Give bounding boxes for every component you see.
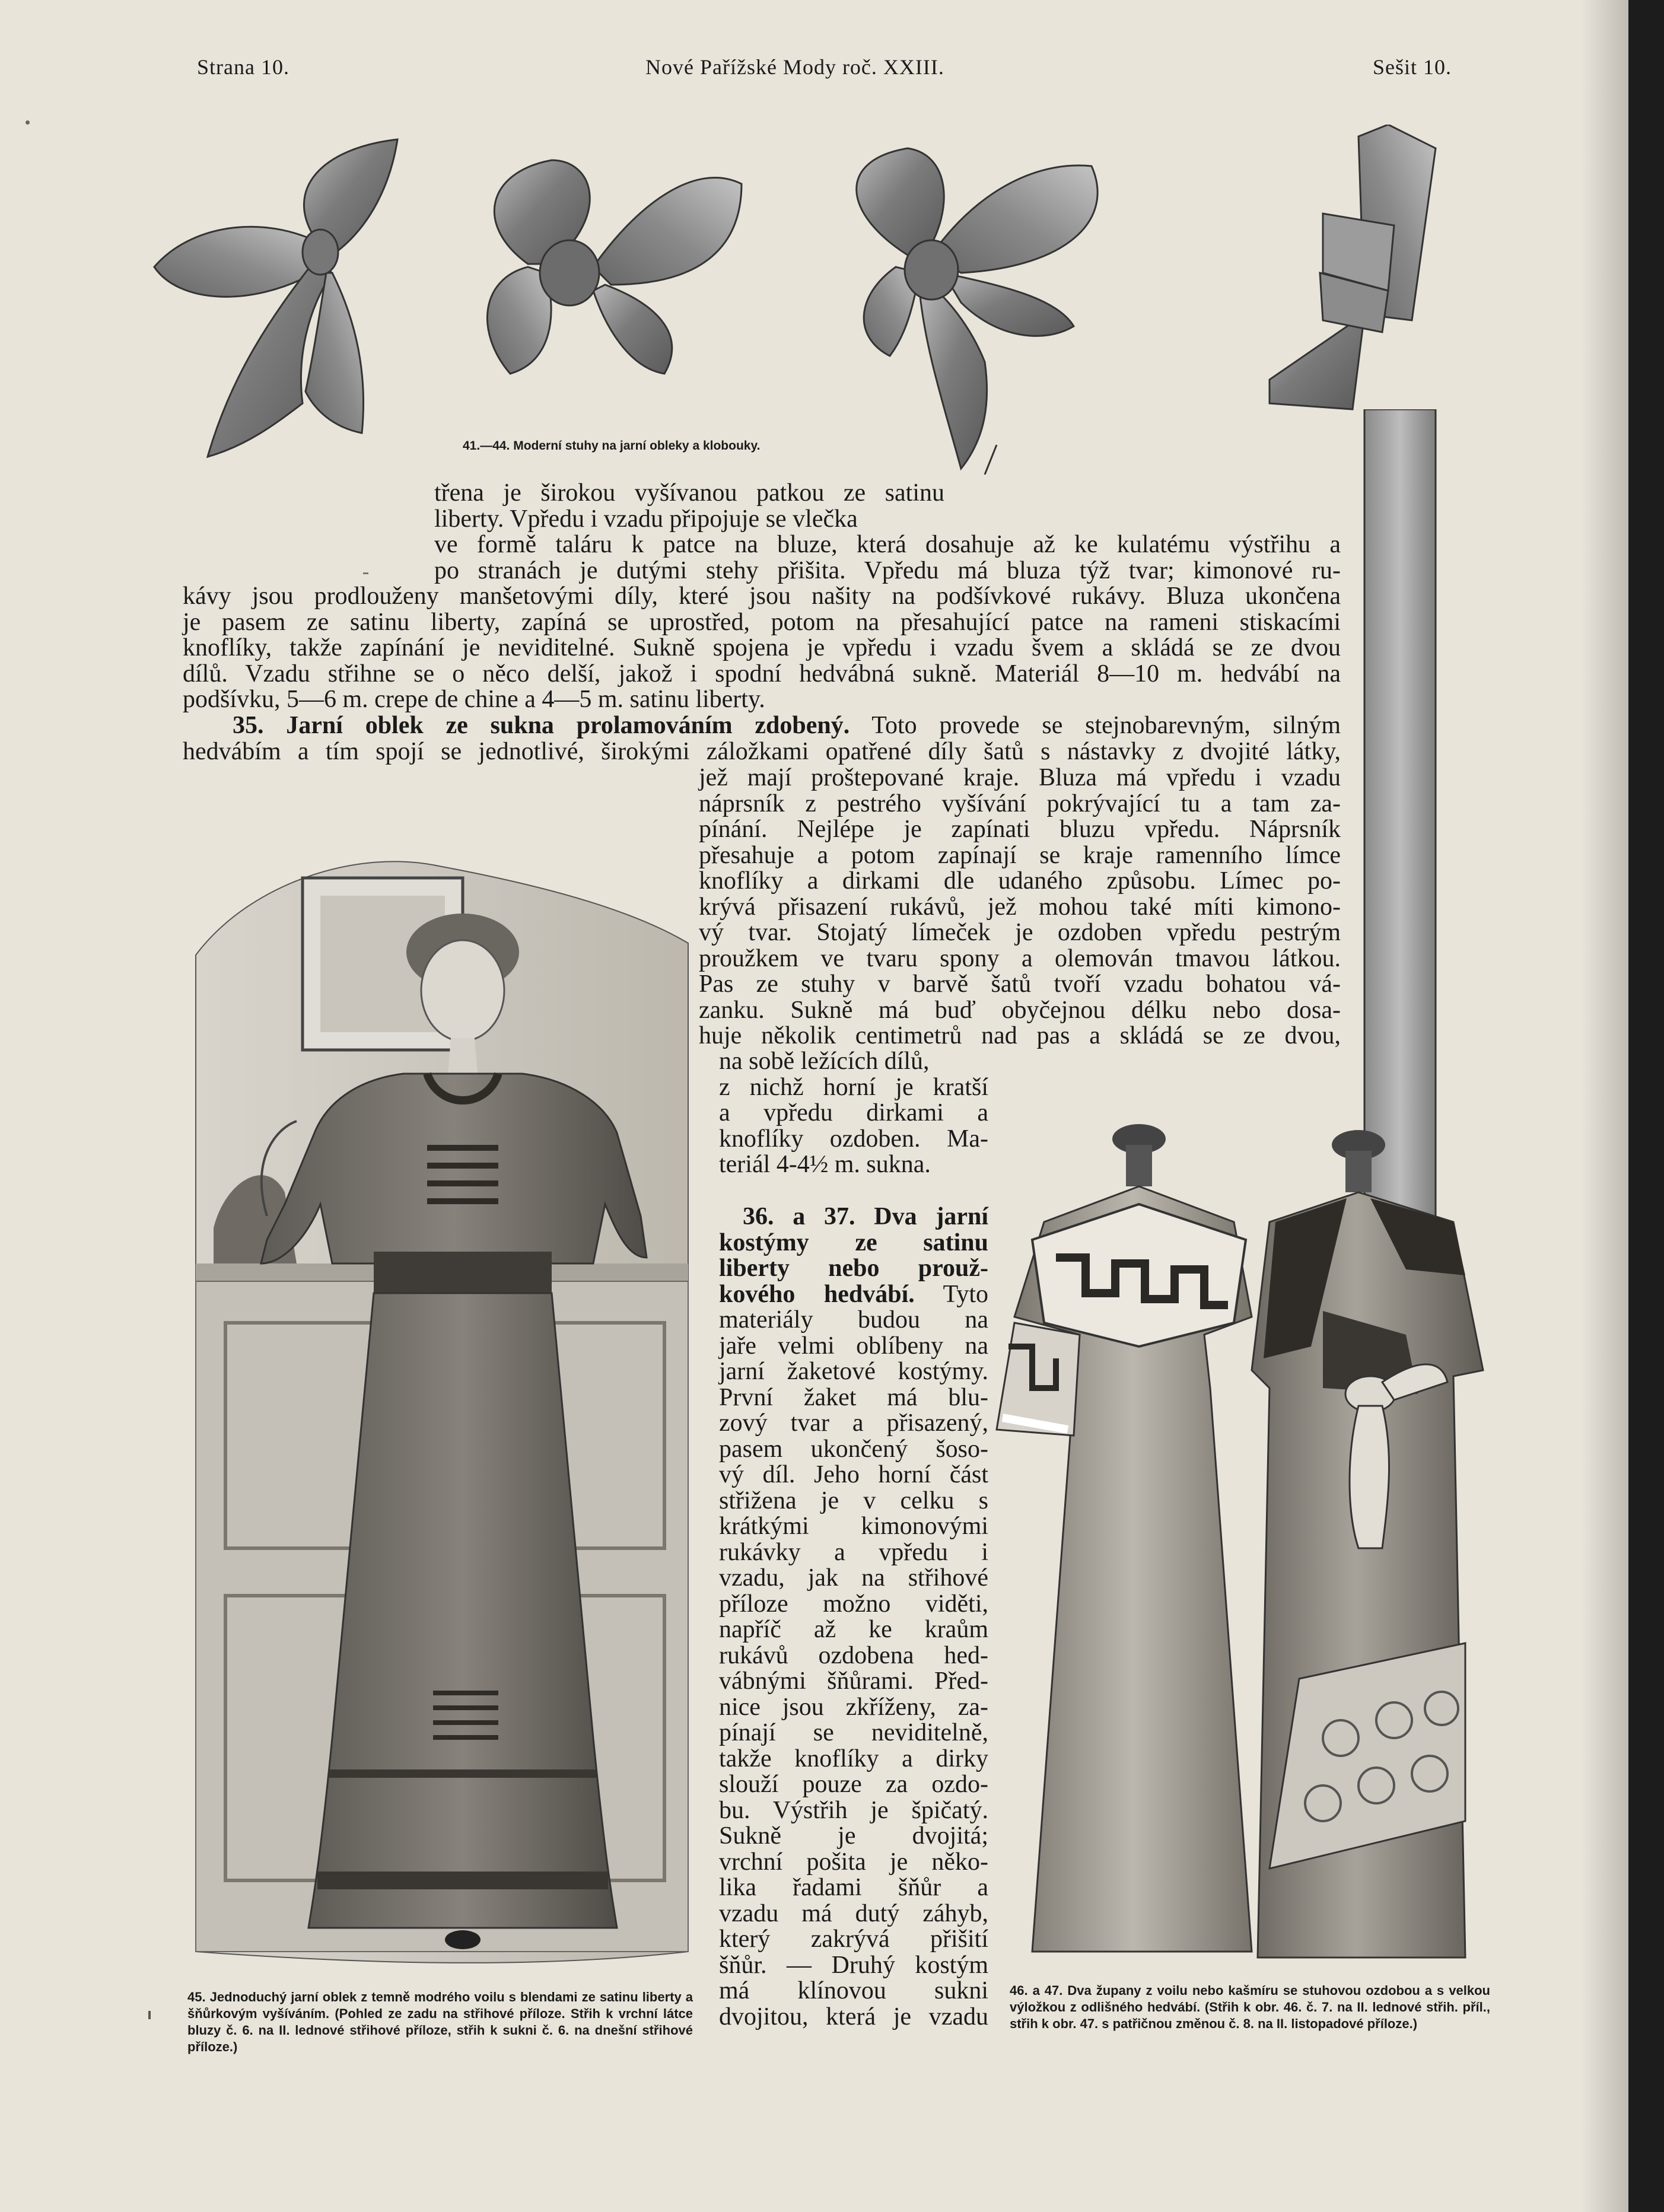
caption-fig-45: 45. Jednoduchý jarní oblek z temně modrého voilu s blendami ze satinu liberty a šňůrkovým vyšíváním. (Pohled ze zadu na střihové příloze. Střih k vrchní látce bluzy č. 6. na II. lednové střihové příloze, střih k sukni č. 6. na dnešní střihové příloze.) <box>187 1990 693 2054</box>
text-line: bu. Výstřih je špičatý. <box>719 1796 988 1824</box>
text-line: rukávů ozdobena hed- <box>719 1641 988 1669</box>
text-line: zový tvar a přisazený, <box>719 1409 988 1437</box>
caption-fig-46-47: 46. a 47. Dva župany z voilu nebo kašmíru se stuhovou ozdobou a s velkou výložkou z odlišného hedvábí. (Střih k obr. 46. č. 7. na II. lednové střih. příl., střih k obr. 47. s patřičnou změnou č. 8. na II. listopadové příloze.) <box>1010 1983 1490 2031</box>
text-line: jež mají proštepované kraje. Bluza má vpředu i vzadu <box>699 764 1341 791</box>
text-line: a vpředu dirkami a <box>719 1099 988 1126</box>
scan-dust-mark <box>363 572 368 574</box>
caption-fig-41-44: 41.—44. Moderní stuhy na jarní obleky a klobouky. <box>463 439 761 453</box>
ribbon-43 <box>857 148 1097 469</box>
text-line: takže knoflíky a dirky <box>719 1745 988 1772</box>
section-36-title-line: 36. a 37. Dva jarní <box>743 1203 988 1230</box>
text-line: vý tvar. Stojatý límeček je ozdoben vpředu pestrým <box>699 919 1341 946</box>
text-line: vý díl. Jeho horní část <box>719 1461 988 1488</box>
text-line: materiály budou na <box>719 1306 988 1333</box>
text-line: vábnými šňůrami. Před- <box>719 1667 988 1695</box>
text-line: šňůr. — Druhý kostým <box>719 1951 988 1979</box>
text-line: pínají se neviditelně, <box>719 1719 988 1746</box>
text-line: krátkými kimonovými <box>719 1513 988 1540</box>
header-issue-number: Sešit 10. <box>1373 55 1452 79</box>
text-line: zanku. Sukně má buď obyčejnou délku nebo dosa- <box>699 996 1341 1024</box>
text-line: knoflíky a dirkami dle udaného způsobu. Límec po- <box>699 867 1341 895</box>
ribbon-42 <box>487 160 742 374</box>
text-line: z nichž horní je kratší <box>719 1073 988 1101</box>
text-line: rukávky a vpředu i <box>719 1538 988 1566</box>
text-line: po stranách je dutými stehy přišita. Vpředu má bluza týž tvar; kimonové ru- <box>434 556 1341 584</box>
section-35-title: Jarní oblek ze sukna prolamováním zdobený. <box>286 712 850 739</box>
text-line: náprsník z pestrého vyšívání pokrývající tu a tam za- <box>699 790 1341 817</box>
text-line: příloze možno viděti, <box>719 1590 988 1618</box>
text-line: jarní žaketové kostýmy. <box>719 1358 988 1385</box>
text-line: podšívku, 5—6 m. crepe de chine a 4—5 m. satinu liberty. <box>183 686 765 713</box>
text-line: dvojitou, která je vzadu <box>719 2003 988 2030</box>
text-line: dílů. Vzadu střihne se o něco delší, jakož i spodní hedvábná sukně. Materiál 8—10 m. hedvábí na <box>183 660 1341 688</box>
paragraph-intro-middle <box>434 532 1341 584</box>
text-line: knoflíky ozdoben. Ma- <box>719 1125 988 1153</box>
text-line: ve formě taláru k patce na bluze, která dosahuje až ke kulatému výstřihu a <box>434 531 1341 558</box>
section-35-first-line <box>183 713 1341 739</box>
text-line: huje několik centimetrů nad pas a skládá se ze dvou, <box>699 1022 1341 1049</box>
paragraph-intro-top <box>434 480 944 532</box>
text-line: Sukně je dvojitá; <box>719 1822 988 1850</box>
text-line: pasem ukončený šoso- <box>719 1435 988 1463</box>
section-36-title-last-line <box>719 1282 988 1308</box>
mannequin-dresses-illustration <box>991 1121 1501 1969</box>
text-line: liberty. Vpředu i vzadu připojuje se vlečka <box>434 505 858 533</box>
section-36-column <box>719 1204 988 2030</box>
scan-dust-mark <box>148 2011 151 2019</box>
text-line: slouží pouze za ozdo- <box>719 1771 988 1798</box>
text-line: lika řadami šňůr a <box>719 1874 988 1901</box>
text-line: vzadu, jak na střihové <box>719 1564 988 1592</box>
section-36-title-line: kostýmy ze satinu <box>719 1228 988 1256</box>
text-line: který zakrývá přišití <box>719 1925 988 1953</box>
section-36-title-end: kového hedvábí. <box>719 1280 915 1308</box>
scan-dust-mark <box>26 120 30 125</box>
section-35-column <box>699 765 1341 1049</box>
section-36-title-line: liberty nebo prouž- <box>719 1255 988 1282</box>
text-line: proužkem ve tvaru spony a olemován tmavou látkou. <box>699 944 1341 972</box>
ribbon-44-top <box>1270 125 1436 409</box>
text-line: krývá přisazení rukávů, jež mohou také míti kimono- <box>699 893 1341 921</box>
ribbons-illustration <box>142 125 1471 475</box>
text-line: knoflíky, takže zapínání je neviditelné. Sukně spojena je vpředu i vzadu švem a skládá se ze dvou <box>183 634 1341 661</box>
text-line: nice jsou zkříženy, za- <box>719 1693 988 1721</box>
text-line: Pas ze stuhy v barvě šatů tvoří vzadu bohatou vá- <box>699 970 1341 998</box>
text-line: má klínovou sukni <box>719 1977 988 2004</box>
ribbon-44-hanging <box>1353 409 1447 1246</box>
section-35-intro <box>183 713 1341 765</box>
text-line: je pasem ze satinu liberty, zapíná se uprostřed, potom na přesahující patce na rameni stiskacími <box>183 608 1341 636</box>
paragraph-intro-wide <box>183 584 1341 713</box>
text-line: pínání. Nejlépe je zapínati bluzu vpředu. Náprsník <box>699 816 1341 843</box>
header-page-number: Strana 10. <box>197 55 289 79</box>
text-line: střižena je v celku s <box>719 1487 988 1514</box>
section-35-first-line-rest: Toto provede se stejnobarevným, silným <box>871 712 1341 739</box>
text-line: kávy jsou prodlouženy manšetovými díly, které jsou našity na podšívkové rukávy. Bluza ukončena <box>183 583 1341 610</box>
header-magazine-title: Nové Pařížské Mody roč. XXIII. <box>645 55 944 79</box>
section-35-number: 35. <box>233 712 264 739</box>
text-line: vzadu má dutý záhyb, <box>719 1899 988 1927</box>
text-line: teriál 4-4½ m. sukna. <box>719 1151 931 1178</box>
text-line: napříč až ke kraům <box>719 1616 988 1643</box>
ribbon-41 <box>154 139 397 457</box>
text-line: přesahuje a potom zapínají se kraje ramenního límce <box>699 841 1341 869</box>
text-line: třena je širokou vyšívanou patkou ze satinu <box>434 479 944 507</box>
text-line: vrchní pošita je něko- <box>719 1848 988 1876</box>
section-35-narrow <box>719 1049 988 1178</box>
woman-dress-illustration <box>178 848 700 1978</box>
text-line: První žaket má blu- <box>719 1383 988 1411</box>
text-line: hedvábím a tím spojí se jednotlivé, širokými záložkami opatřené díly šatů s nástavky z dvojité látky, <box>183 737 1341 765</box>
text-line: na sobě ležících dílů, <box>719 1048 930 1075</box>
text-line: jaře velmi oblíbeny na <box>719 1332 988 1360</box>
section-36-first-rest: Tyto <box>943 1280 988 1308</box>
